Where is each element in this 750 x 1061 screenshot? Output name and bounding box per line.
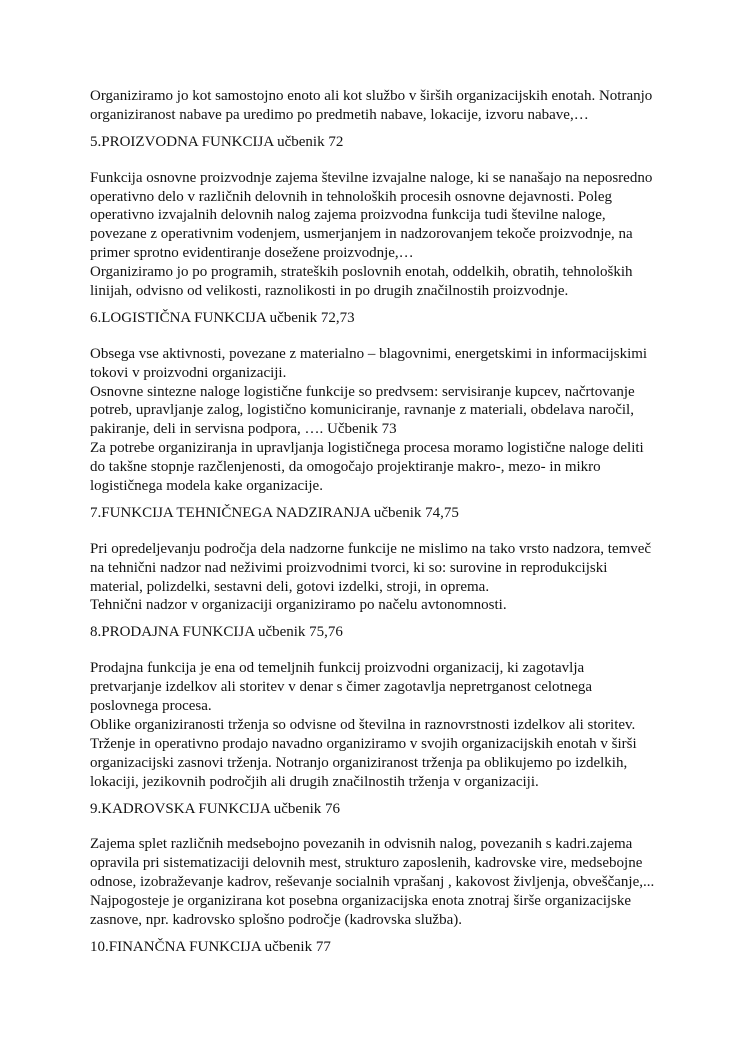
text-line: Najpogosteje je organizirana kot posebna organizacijska enota znotraj širše organizacijske — [90, 893, 632, 910]
text-line: Oblike organiziranosti trženja so odvisne od številna in raznovrstnosti izdelkov ali storitev. — [90, 716, 636, 733]
text-line: pretvarjanje izdelkov ali storitev v denar s čimer zagotavlja nepretrganost celotnega — [90, 679, 593, 696]
text-line: Trženje in operativno prodajo navadno organiziramo v svojih organizacijskih enotah v širši — [90, 735, 637, 752]
section-heading: 9.KADROVSKA FUNKCIJA učbenik 76 — [90, 800, 341, 817]
text-line: Organiziramo jo kot samostojno enoto ali kot službo v širših organizacijskih enotah. Notranjo — [90, 88, 653, 104]
text-line: do takšne stopnje razčlenjenosti, da omogočajo projektiranje makro-, mezo- in mikro — [90, 459, 601, 476]
text-line: Funkcija osnovne proizvodnje zajema številne izvajalne naloge, ki se nanašajo na neposredno — [90, 169, 653, 186]
text-line: Tehnični nadzor v organizaciji organiziramo po načelu avtonomnosti. — [90, 597, 507, 614]
text-line: material, polizdelki, sestavni deli, gotovi izdelki, stroji, in oprema. — [90, 578, 490, 595]
text-line: pakiranje, deli in servisna podpora, …. Učbenik 73 — [90, 421, 397, 438]
text-line: lokaciji, jezikovnih področjih ali drugih značilnostih trženja v organizaciji. — [90, 773, 539, 790]
text-line: povezane z operativnim vodenjem, usmerjanjem in nadzorovanjem tekoče proizvodnje, na — [90, 226, 633, 243]
text-line: opravila pri sistematizaciji delovnih mest, strukturo zaposlenih, kadrovske vire, medsebojne — [90, 855, 643, 872]
section-heading: 5.PROIZVODNA FUNKCIJA učbenik 72 — [90, 133, 344, 150]
text-line: Organiziramo jo po programih, strateških poslovnih enotah, oddelkih, obratih, tehnoloških — [90, 264, 633, 281]
text-line: zasnove, npr. kadrovsko splošno področje (kadrovska služba). — [90, 911, 462, 928]
text-line: potreb, upravljanje zalog, logistično komuniciranje, ravnanje z materiali, obdelava naročil, — [90, 402, 634, 419]
text-line: operativno delo v različnih delovnih in tehnoloških procesih osnovne dejavnosti. Poleg — [90, 188, 612, 205]
text-line: organiziranost nabave pa uredimo po predmetih nabave, lokacije, izvoru nabave,… — [90, 106, 589, 123]
section-heading: 10.FINANČNA FUNKCIJA učbenik 77 — [90, 938, 331, 955]
text-line: primer sprotno evidentiranje dosežene proizvodnje,… — [90, 245, 414, 262]
text-line: Prodajna funkcija je ena od temeljnih funkcij proizvodni organizacij, ki zagotavlja — [90, 660, 585, 677]
section-heading: 8.PRODAJNA FUNKCIJA učbenik 75,76 — [90, 624, 343, 641]
section-heading: 7.FUNKCIJA TEHNIČNEGA NADZIRANJA učbenik 74,75 — [90, 504, 459, 521]
text-line: organizacijski zasnovi trženja. Notranjo organiziranost trženja pa oblikujemo po izdelkih, — [90, 754, 628, 771]
text-line: tokovi v proizvodni organizaciji. — [90, 364, 287, 381]
text-line: Zajema splet različnih medsebojno povezanih in odvisnih nalog, povezanih s kadri.zajema — [90, 836, 633, 853]
text-line: linijah, odvisno od velikosti, raznolikosti in po drugih značilnostih proizvodnje. — [90, 283, 569, 300]
text-line: poslovnega procesa. — [90, 698, 212, 715]
text-line: Pri opredeljevanju področja dela nadzorne funkcije ne mislimo na tako vrsto nadzora, temveč — [90, 540, 652, 557]
text-line: Obsega vse aktivnosti, povezane z materialno – blagovnimi, energetskimi in informacijskimi — [90, 345, 648, 362]
section-heading: 6.LOGISTIČNA FUNKCIJA učbenik 72,73 — [90, 309, 355, 326]
text-line: Za potrebe organiziranja in upravljanja logističnega procesa moramo logistične naloge deliti — [90, 440, 644, 457]
text-line: logističnega modela kake organizacije. — [90, 478, 323, 495]
text-line: Osnovne sintezne naloge logistične funkcije so predvsem: servisiranje kupcev, načrtovanje — [90, 383, 635, 400]
text-line: odnose, izobraževanje kadrov, reševanje socialnih vprašanj , kakovost življenja, obveščanje,... — [90, 874, 655, 891]
text-line: operativno izvajalnih delovnih nalog zajema proizvodna funkcija tudi številne naloge, — [90, 207, 606, 224]
text-line: na tehnični nadzor nad neživimi proizvodnimi tvorci, ki so: surovine in reprodukcijski — [90, 559, 608, 576]
